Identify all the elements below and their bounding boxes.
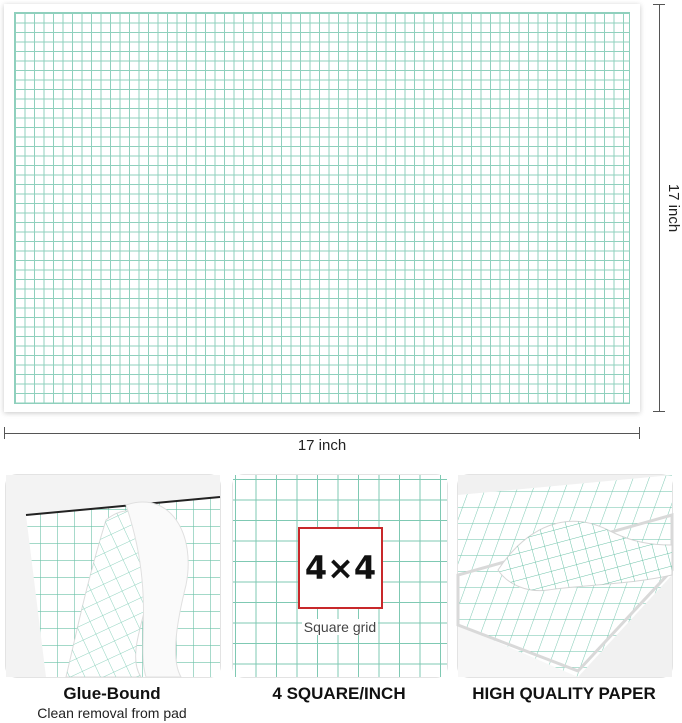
square-grid-caption: Square grid [303, 619, 377, 635]
height-label: 17 inch [665, 183, 682, 233]
paper-quality-title: HIGH QUALITY PAPER [472, 684, 656, 703]
grid-ratio-text: 4×4 [304, 549, 377, 587]
square-per-inch-title: 4 SQUARE/INCH [272, 684, 406, 703]
glue-bound-title: Glue-Bound [63, 684, 161, 703]
square-grid-closeup [232, 474, 448, 678]
glue-bound-photo [5, 474, 221, 678]
four-by-four-highlight [298, 527, 383, 609]
graph-paper-sheet [4, 4, 640, 412]
grid-area [14, 12, 630, 404]
glue-bound-subtitle: Clean removal from pad [37, 705, 187, 721]
paper-stack-illustration [458, 475, 672, 677]
width-label: 17 inch [297, 437, 347, 454]
paper-stack-photo [457, 474, 673, 678]
glue-bound-pad-illustration [6, 475, 220, 677]
